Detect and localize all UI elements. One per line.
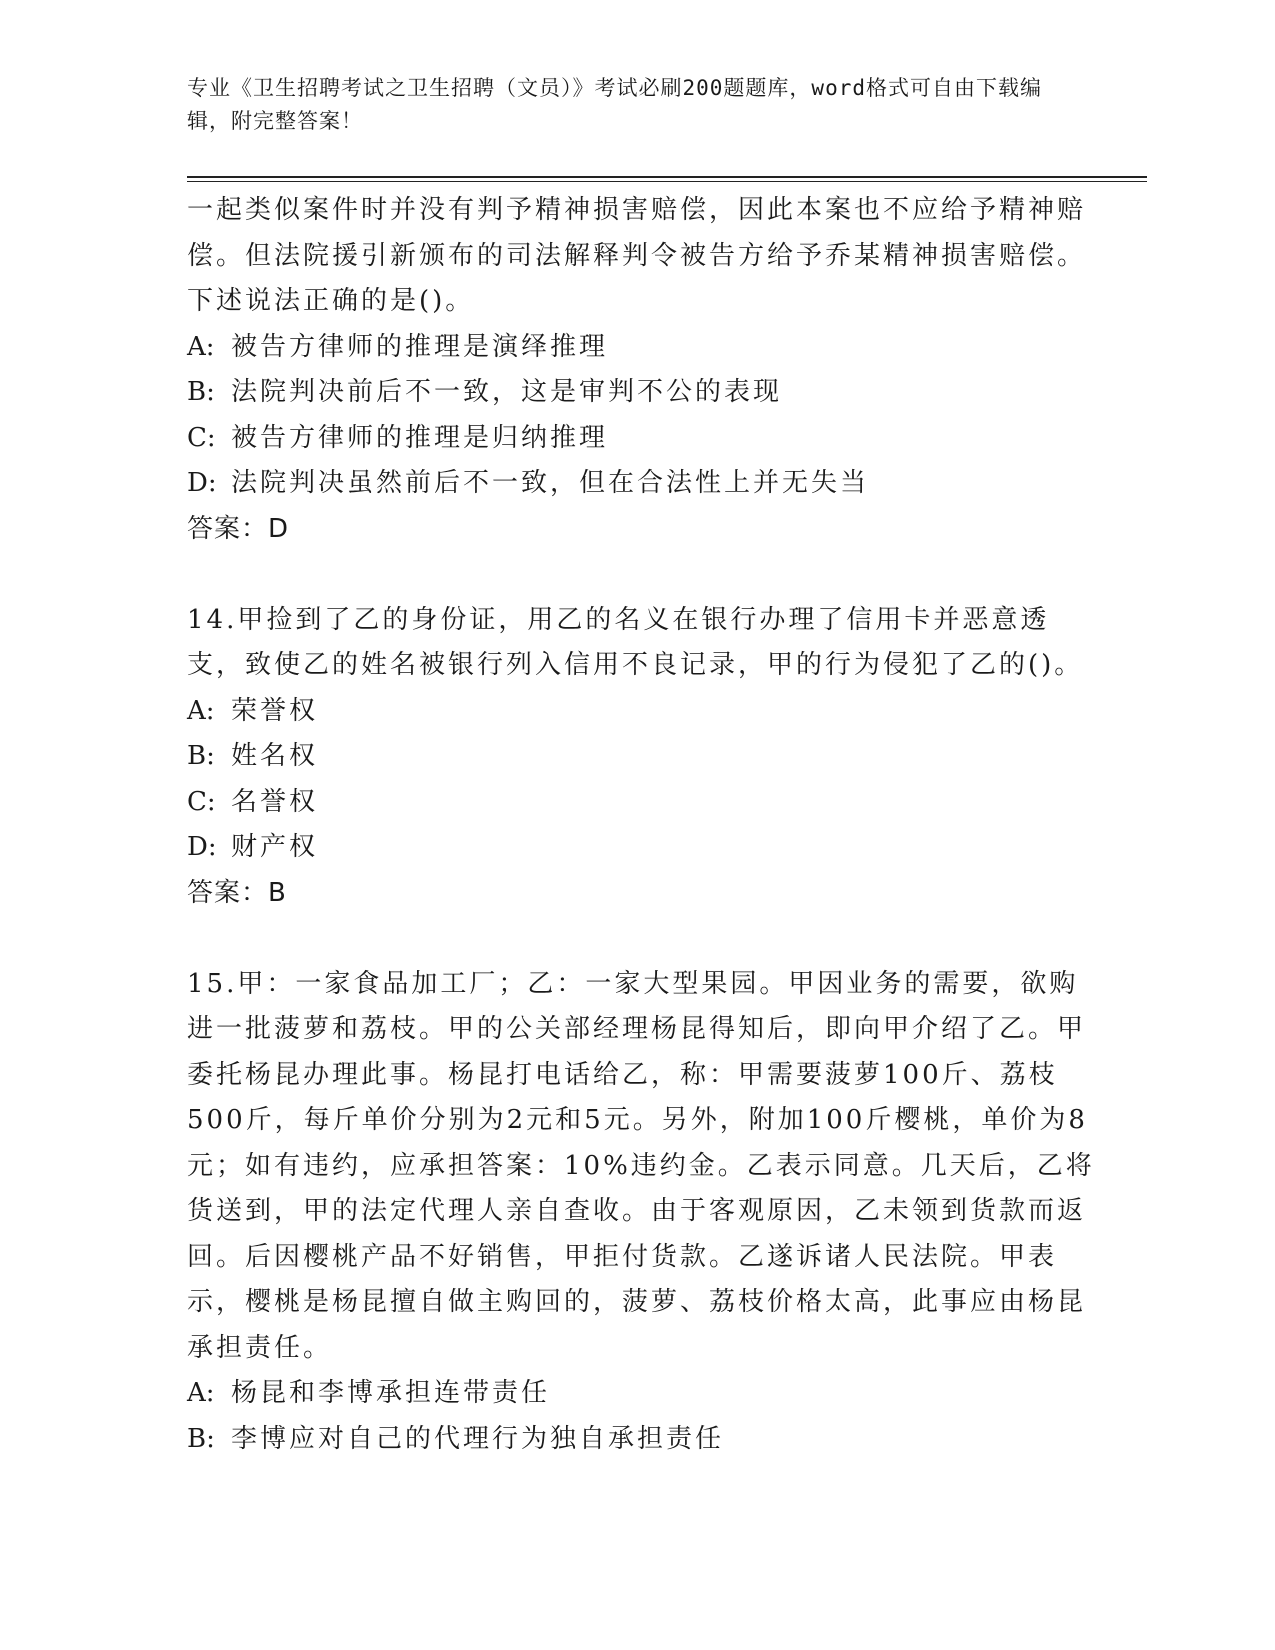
option-a [187, 325, 1097, 371]
option-c [187, 416, 1097, 462]
question-block [187, 598, 1097, 917]
option-text: 李博应对自己的代理行为独自承担责任 [231, 1423, 725, 1454]
option-d [187, 825, 1097, 871]
question-stem: 14.甲捡到了乙的身份证，用乙的名义在银行办理了信用卡并恶意透支，致使乙的姓名被银行列入信用不良记录，甲的行为侵犯了乙的()。 [187, 604, 1084, 680]
option-b [187, 1417, 1097, 1463]
option-key: D: [187, 832, 217, 862]
question-stem: 一起类似案件时并没有判予精神损害赔偿，因此本案也不应给予精神赔偿。但法院援引新颁布的司法解释判令被告方给予乔某精神损害赔偿。下述说法正确的是()。 [187, 195, 1087, 316]
option-key: B: [187, 1423, 215, 1454]
option-text: 名誉权 [231, 786, 319, 817]
option-text: 财产权 [231, 832, 319, 862]
answer-line: 答案：B [187, 877, 287, 908]
question-block [187, 962, 1097, 1463]
document-header [187, 72, 1067, 138]
header-rule-thick [187, 176, 1147, 178]
option-text: 荣誉权 [231, 695, 319, 726]
header-title: 专业《卫生招聘考试之卫生招聘（文员）》考试必刷200题题库，word格式可自由下载编辑，附完整答案！ [187, 76, 1042, 133]
option-b [187, 734, 1097, 780]
option-a [187, 1371, 1097, 1417]
option-text: 姓名权 [231, 741, 319, 771]
option-c [187, 780, 1097, 826]
header-rule-thin [187, 181, 1147, 182]
option-key: B: [187, 741, 215, 771]
question-block [187, 188, 1097, 552]
option-b [187, 370, 1097, 416]
option-a [187, 689, 1097, 735]
spacer [187, 916, 1097, 962]
answer-line: 答案：D [187, 513, 290, 544]
document-body [187, 188, 1097, 1462]
option-key: A: [187, 1378, 215, 1408]
option-key: D: [187, 468, 217, 498]
option-text: 法院判决前后不一致，这是审判不公的表现 [231, 377, 783, 407]
option-d [187, 461, 1097, 507]
option-key: A: [187, 695, 215, 726]
option-text: 被告方律师的推理是演绎推理 [231, 331, 609, 362]
spacer [187, 552, 1097, 598]
option-key: C: [187, 422, 216, 453]
question-stem: 15.甲：一家食品加工厂；乙：一家大型果园。甲因业务的需要，欲购进一批菠萝和荔枝。甲的公关部经理杨昆得知后，即向甲介绍了乙。甲委托杨昆办理此事。杨昆打电话给乙，称：甲需要菠萝100斤、荔枝500斤，每斤单价分别为2元和5元。另外，附加100斤樱桃，单价为8元；如有违约，应承担答案：10%违约金。乙表示同意。几天后，乙将货送到，甲的法定代理人亲自查收。由于客观原因，乙未领到货款而返回。后因樱桃产品不好销售，甲拒付货款。乙遂诉诸人民法院。甲表示，樱桃是杨昆擅自做主购回的，菠萝、荔枝价格太高，此事应由杨昆承担责任。 [187, 968, 1095, 1363]
option-key: B: [187, 377, 215, 407]
option-key: C: [187, 786, 216, 817]
option-key: A: [187, 331, 215, 362]
option-text: 法院判决虽然前后不一致，但在合法性上并无失当 [231, 468, 870, 498]
option-text: 杨昆和李博承担连带责任 [231, 1378, 551, 1408]
option-text: 被告方律师的推理是归纳推理 [231, 422, 609, 453]
